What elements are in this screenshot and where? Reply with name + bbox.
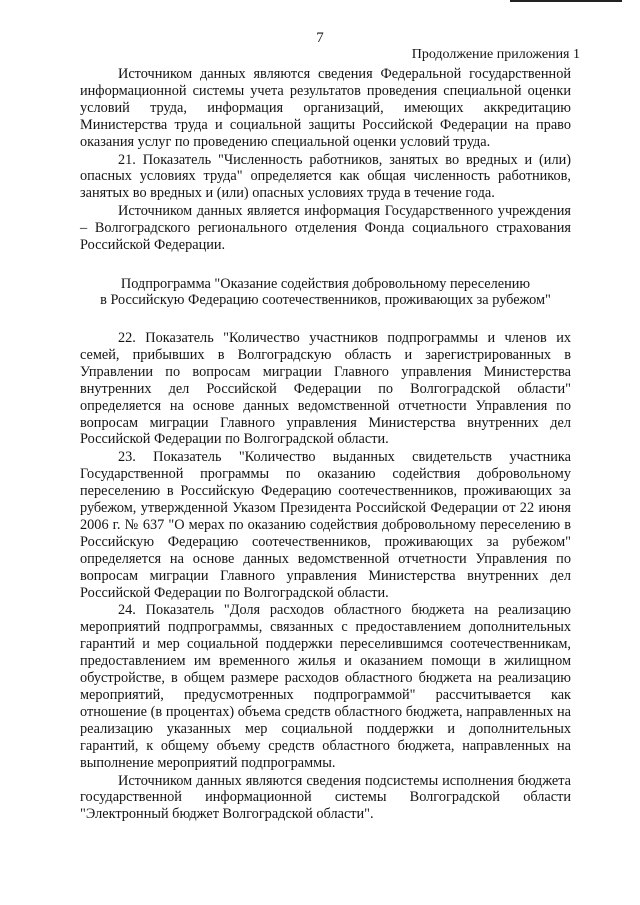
paragraph-data-source-3: Источником данных являются сведения подсистемы исполнения бюджета государственной информационной системы Волгоградской области "Электронный бюджет Волгоградской области". (80, 772, 571, 823)
paragraph-data-source-2: Источником данных является информация Государственного учреждения – Волгоградского регионального отделения Фонда социального страхования Российской Федерации. (80, 203, 571, 254)
scan-edge-mark (510, 0, 622, 2)
paragraph-indicator-21: 21. Показатель "Численность работников, занятых во вредных и (или) опасных условиях труда" определяется как общая численность работников, занятых во вредных и (или) опасных условиях труда в течение года. (80, 151, 571, 202)
paragraph-indicator-24: 24. Показатель "Доля расходов областного бюджета на реализацию мероприятий подпрограммы, связанных с предоставлением дополнительных гарантий и мер социальной поддержки переселившимся соотечественникам, предоставлением им временного жилья и оказанием помощи в жилищном обустройстве, в общем размере расходов областного бюджета на реализацию мероприятий, предусмотренных подпрограммой" рассчитывается как отношение (в процентах) объема средств областного бюджета, направленных на реализацию указанных мер социальной поддержки и дополнительных гарантий, к общему объему средств областного бюджета, направленных на выполнение мероприятий подпрограммы. (80, 602, 571, 771)
section-heading (80, 276, 571, 308)
section-heading-line-2: в Российскую Федерацию соотечественников, проживающих за рубежом" (100, 291, 551, 308)
paragraph-indicator-23: 23. Показатель "Количество выданных свидетельств участника Государственной программы по оказанию содействия добровольному переселению в Российскую Федерацию соотечественников, проживающих за рубежом, утвержденной Указом Президента Российской Федерации от 22 июня 2006 г. № 637 "О мерах по оказанию содействия добровольному переселению в Российскую Федерацию соотечественников, проживающих за рубежом" определяется на основе данных ведомственной отчетности Управления по вопросам миграции Главного управления Министерства внутренних дел Российской Федерации по Волгоградской области. (80, 449, 571, 601)
document-body (80, 66, 571, 823)
appendix-note: Продолжение приложения 1 (411, 47, 580, 62)
paragraph-data-source-1: Источником данных являются сведения Федеральной государственной информационной системы учета результатов проведения специальной оценки условий труда, информация организаций, имеющих аккредитацию Министерства труда и социальной защиты Российской Федерации на право оказания услуг по проведению специальной оценки условий труда. (80, 66, 571, 150)
section-heading-line-1: Подпрограмма "Оказание содействия добровольному переселению (120, 275, 531, 292)
page-number: 7 (316, 30, 324, 46)
paragraph-indicator-22: 22. Показатель "Количество участников подпрограммы и членов их семей, прибывших в Волгоградскую область и зарегистрированных в Управлении по вопросам миграции Главного управления Министерства внутренних дел Российской Федерации по Волгоградской области" определяется на основе данных ведомственной отчетности Управления по вопросам миграции Главного управления Министерства внутренних дел Российской Федерации по Волгоградской области. (80, 329, 571, 448)
